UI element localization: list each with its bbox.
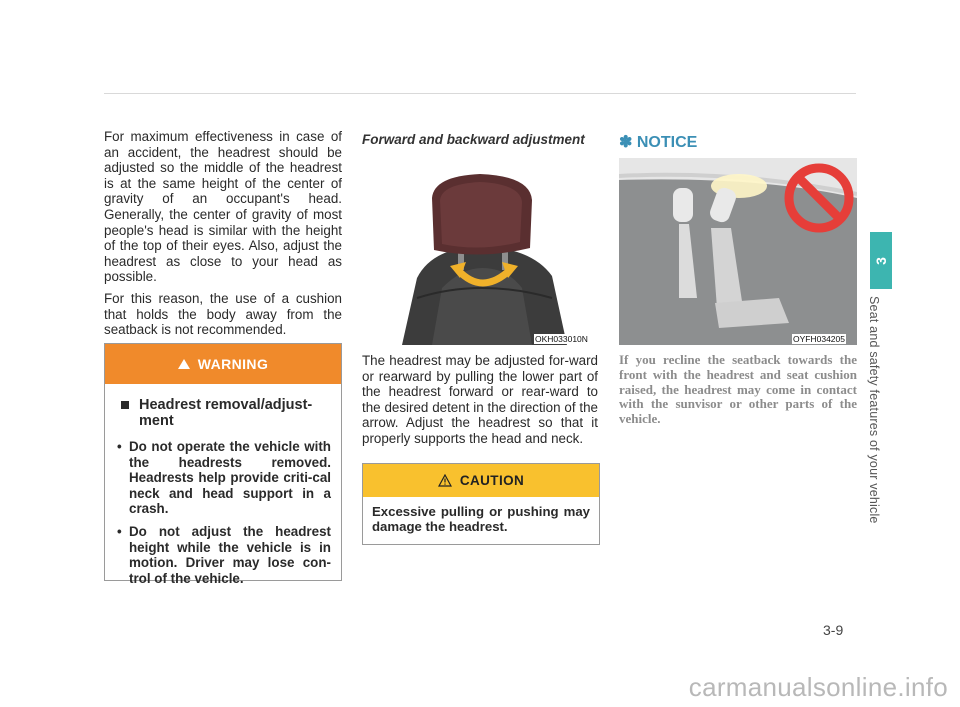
caution-text: Excessive pulling or pushing may damage the headrest. bbox=[372, 504, 590, 535]
caution-icon bbox=[438, 474, 452, 487]
warning-box bbox=[104, 343, 342, 586]
paragraph: For this reason, the use of a cushion that holds the body away from the seatback is not recommended. bbox=[104, 290, 342, 338]
warning-list bbox=[105, 439, 341, 586]
headrest-photo bbox=[362, 158, 598, 345]
column-2 bbox=[362, 353, 598, 447]
caution-label: CAUTION bbox=[459, 473, 525, 488]
sunvisor-photo bbox=[619, 158, 857, 345]
chapter-title: Seat and safety features of your vehicle bbox=[867, 296, 881, 524]
sunvisor-illustration bbox=[619, 158, 857, 345]
image-code: OYFH034205 bbox=[793, 334, 845, 344]
warning-title-text: Headrest removal/adjust-ment bbox=[139, 397, 313, 429]
square-bullet-icon bbox=[121, 401, 129, 409]
paragraph: The headrest may be adjusted for-ward or rearward by pulling the lower part of the headrest forward or rear-ward to the desired detent in the direction of the arrow. Adjust the headrest so that it properly supports the head and neck. bbox=[362, 353, 598, 446]
image-code: OKH033010N bbox=[535, 334, 588, 344]
paragraph: For maximum effectiveness in case of an accident, the headrest should be adjusted so the middle of the headrest is at the same height of the center of gravity of an occupant's head. Generally, the center of gravity of most people's head is similar with the height of the top of their eyes. Also, adjust the headrest as close to your head as possible. bbox=[104, 129, 342, 285]
headrest-illustration bbox=[362, 158, 598, 345]
chapter-number: 3 bbox=[872, 256, 889, 265]
caution-header bbox=[363, 464, 599, 497]
top-rule bbox=[104, 93, 856, 94]
notice-title: ✽ NOTICE bbox=[619, 134, 698, 151]
warning-item: • Do not adjust the headrest height while the vehicle is in motion. Driver may lose con-trol of the vehicle. bbox=[119, 524, 331, 586]
section-heading: Forward and backward adjustment bbox=[362, 132, 585, 147]
page-number: 3-9 bbox=[823, 622, 844, 638]
chapter-tab bbox=[870, 232, 892, 289]
warning-title bbox=[117, 397, 329, 429]
caution-box bbox=[362, 463, 600, 545]
column-1 bbox=[104, 129, 342, 338]
warning-header bbox=[105, 344, 341, 384]
watermark: carmanualsonline.info bbox=[688, 672, 948, 702]
warning-label: WARNING bbox=[197, 356, 269, 372]
warning-icon bbox=[178, 359, 190, 369]
warning-item: • Do not operate the vehicle with the headrests removed. Headrests help provide criti-cal neck and head support in a crash. bbox=[119, 439, 331, 517]
notice-text: If you recline the seatback towards the front with the headrest and seat cushion raised, the headrest may come in contact with the sunvisor or other parts of the vehicle. bbox=[619, 352, 857, 427]
